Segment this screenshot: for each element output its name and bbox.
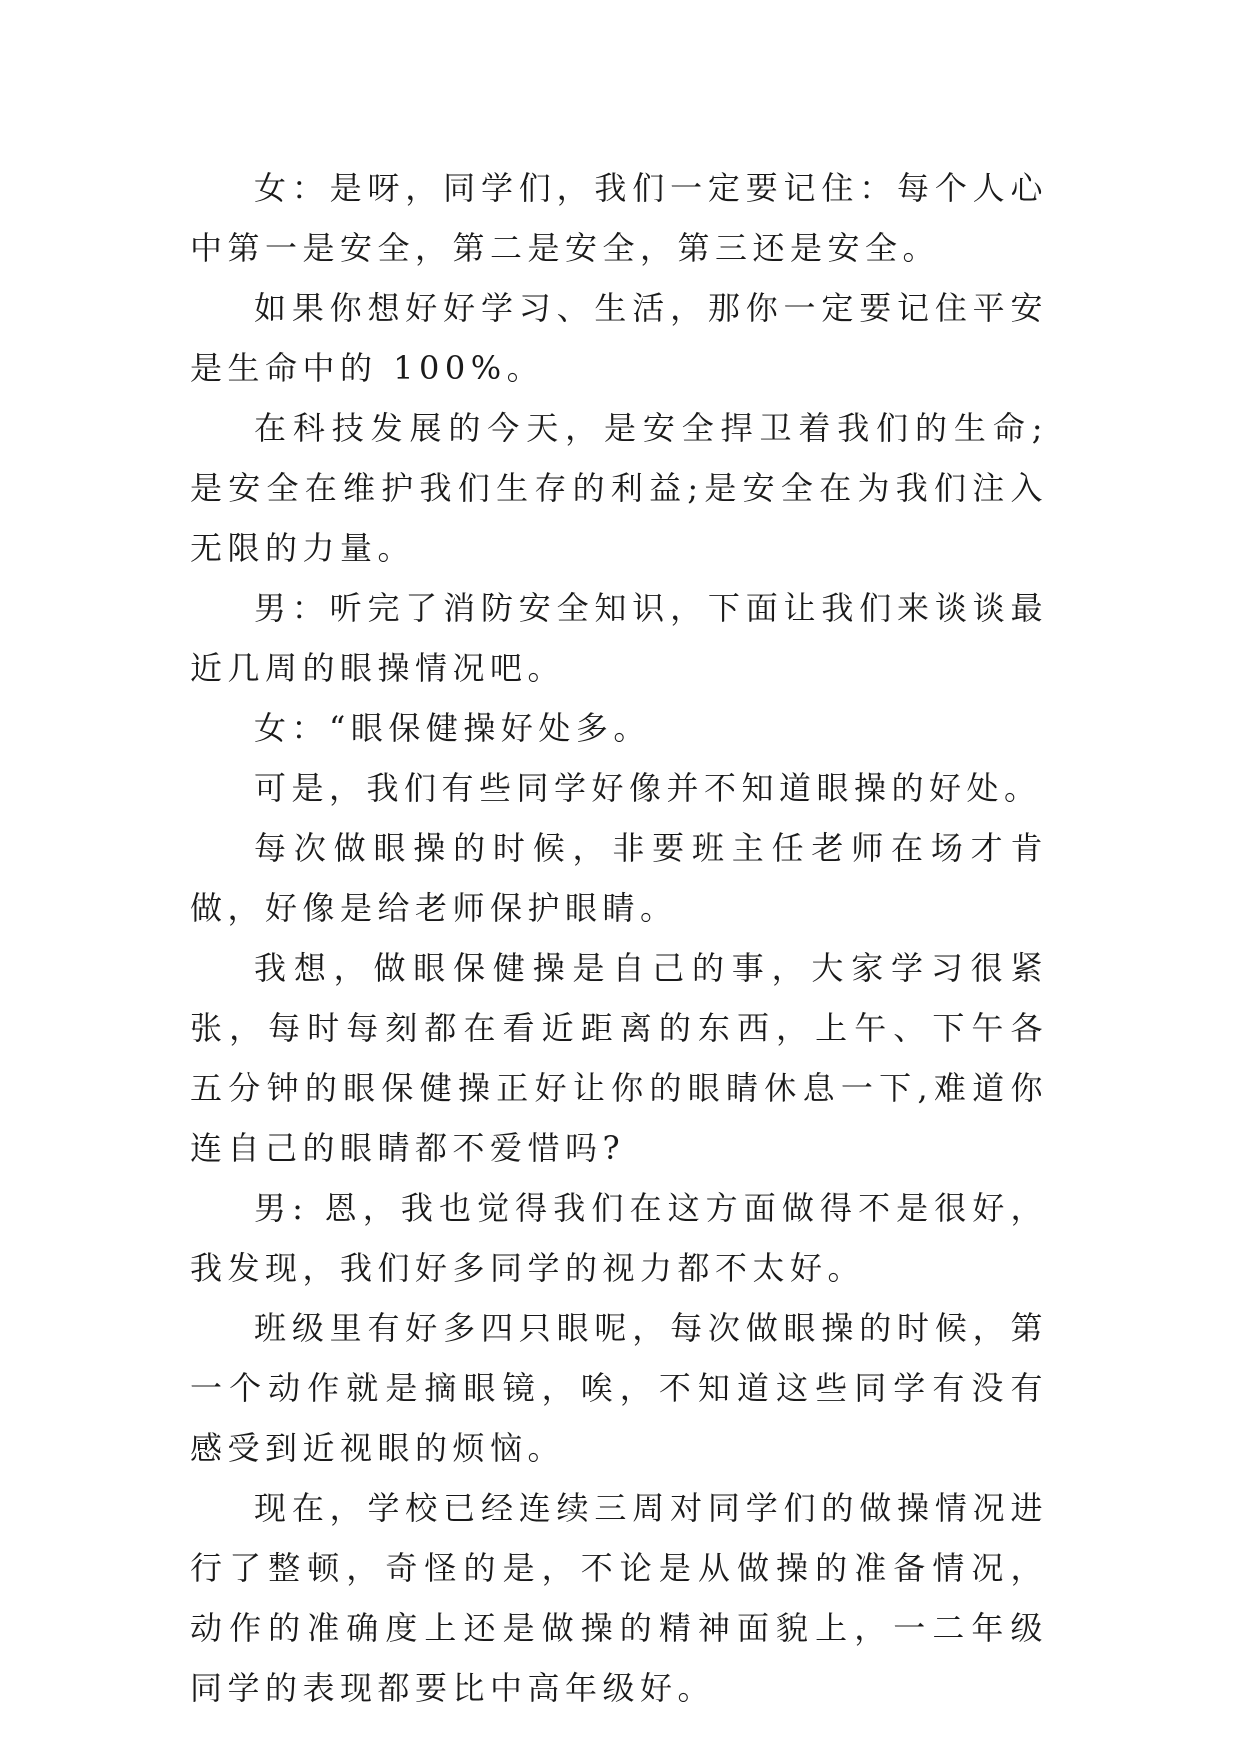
paragraph: 每次做眼操的时候，非要班主任老师在场才肯做，好像是给老师保护眼睛。 (190, 829, 1048, 927)
paragraph: 在科技发展的今天，是安全捍卫着我们的生命;是安全在维护我们生存的利益;是安全在为我们注入无限的力量。 (190, 409, 1048, 567)
document-body (190, 158, 1048, 1718)
paragraph: 男：听完了消防安全知识，下面让我们来谈谈最近几周的眼操情况吧。 (190, 589, 1048, 687)
paragraph: 我想，做眼保健操是自己的事，大家学习很紧张，每时每刻都在看近距离的东西，上午、下午各五分钟的眼保健操正好让你的眼睛休息一下,难道你连自己的眼睛都不爱惜吗? (190, 949, 1048, 1167)
paragraph: 女：“眼保健操好处多。 (254, 709, 651, 747)
paragraph: 班级里有好多四只眼呢，每次做眼操的时候，第一个动作就是摘眼镜，唉，不知道这些同学有没有感受到近视眼的烦恼。 (190, 1309, 1048, 1467)
paragraph: 可是，我们有些同学好像并不知道眼操的好处。 (254, 769, 1042, 807)
paragraph: 现在，学校已经连续三周对同学们的做操情况进行了整顿，奇怪的是，不论是从做操的准备情况，动作的准确度上还是做操的精神面貌上，一二年级同学的表现都要比中高年级好。 (190, 1489, 1048, 1707)
paragraph: 如果你想好好学习、生活，那你一定要记住平安是生命中的 100%。 (190, 289, 1048, 387)
paragraph: 女：是呀，同学们，我们一定要记住：每个人心中第一是安全，第二是安全，第三还是安全。 (190, 169, 1048, 267)
paragraph: 男: 恩，我也觉得我们在这方面做得不是很好，我发现，我们好多同学的视力都不太好。 (190, 1189, 1048, 1287)
